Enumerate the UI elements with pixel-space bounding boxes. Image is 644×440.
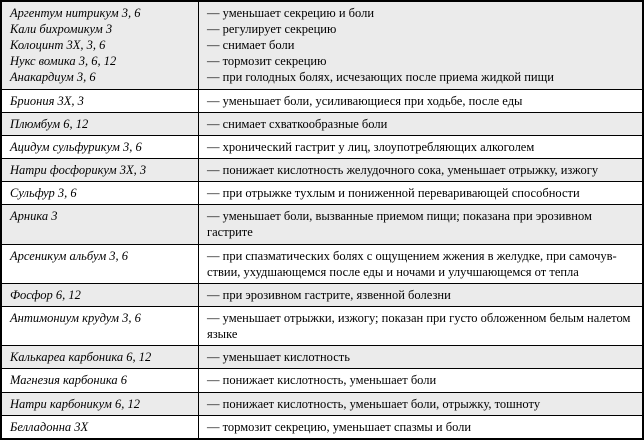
- effect-text: — снимает схваткообразные боли: [207, 116, 388, 131]
- effect-cell: [199, 415, 644, 439]
- table-row: [1, 307, 643, 346]
- remedy-cell: [1, 346, 199, 369]
- remedy-name: Натри карбоникум 6, 12: [10, 396, 140, 411]
- remedy-name: Арника 3: [10, 209, 58, 224]
- table-row: [1, 392, 643, 415]
- remedy-name: Сульфур 3, 6: [10, 186, 77, 201]
- effect-text: — уменьшает отрыжки, изжогу; показан при густо обложенном белым налетом: [207, 311, 631, 326]
- effect-text: — при спазматических болях с ощущением жжения в желудке, при самочув-: [207, 248, 617, 263]
- effect-text: — понижает кислотность, уменьшает боли, отрыжку, тошноту: [207, 396, 541, 411]
- effect-text: — понижает кислотность, уменьшает боли: [207, 373, 437, 388]
- table-row: [1, 89, 643, 112]
- effect-cell: [199, 346, 644, 369]
- effect-text: — снимает боли: [207, 38, 295, 52]
- effect-cell: [199, 205, 644, 244]
- effect-text: — уменьшает боли, вызванные приемом пищи; показана при эрозивном гастрите: [207, 209, 592, 240]
- remedy-cell: [1, 182, 199, 205]
- remedy-cell: [1, 159, 199, 182]
- remedy-cell: [1, 112, 199, 135]
- effect-text: — хронический гастрит у лиц, злоупотребляющих алкоголем: [207, 139, 535, 154]
- remedy-cell: [1, 415, 199, 439]
- remedy-cell: [1, 369, 199, 392]
- effect-cell: [199, 283, 644, 306]
- effect-cell: [199, 112, 644, 135]
- effect-text: — тормозит секрецию, уменьшает спазмы и боли: [207, 419, 472, 434]
- table-row: [1, 283, 643, 306]
- effect-text: — при голодных болях, исчезающих после приема жидкой пищи: [207, 70, 554, 84]
- remedy-name: Аргентум нитрикум 3, 6: [10, 6, 141, 20]
- remedy-name: Нукс вомика 3, 6, 12: [10, 54, 117, 68]
- remedy-name: Магнезия карбоника 6: [10, 373, 128, 388]
- remedy-name: Белладонна 3Х: [10, 419, 89, 434]
- table-row: [1, 182, 643, 205]
- effect-text: — тормозит секрецию: [207, 54, 327, 68]
- effect-cell: [199, 244, 644, 283]
- effect-cell: [199, 307, 644, 346]
- effect-cell: [199, 89, 644, 112]
- remedies-table-body: [1, 1, 643, 439]
- table-row: [1, 205, 643, 244]
- effect-text: — понижает кислотность желудочного сока, уменьшает отрыжку, изжогу: [207, 163, 599, 178]
- table-row: [1, 135, 643, 158]
- remedy-name: Кали бихромикум 3: [10, 22, 113, 36]
- remedy-cell: [1, 244, 199, 283]
- remedy-name: Бриония 3Х, 3: [10, 93, 84, 108]
- remedy-name: Калькареа карбоника 6, 12: [10, 350, 152, 365]
- remedy-name: Анакардиум 3, 6: [10, 70, 96, 84]
- effect-cell: [199, 159, 644, 182]
- table-row: [1, 159, 643, 182]
- table-row: [1, 369, 643, 392]
- table-row: [1, 112, 643, 135]
- effect-cell: [199, 392, 644, 415]
- effect-cell: [199, 1, 644, 89]
- effect-text: — уменьшает секрецию и боли: [207, 6, 375, 20]
- effect-text: — при эрозивном гастрите, язвенной болезни: [207, 287, 451, 302]
- remedy-name: Колоцинт 3Х, 3, 6: [10, 38, 106, 52]
- remedy-name: Ацидум сульфурикум 3, 6: [10, 139, 142, 154]
- remedy-name: Антимониум крудум 3, 6: [10, 311, 141, 326]
- effect-text: ствии, ухудшающемся после еды и ночами и улучшающемся от тепла: [207, 264, 579, 279]
- effect-text: языке: [207, 327, 238, 342]
- table-row: [1, 1, 643, 89]
- effect-cell: [199, 369, 644, 392]
- table-row: [1, 346, 643, 369]
- effect-text: — регулирует секрецию: [207, 22, 337, 36]
- effect-text: — при отрыжке тухлым и пониженной переваривающей способности: [207, 186, 580, 201]
- effect-text: — уменьшает боли, усиливающиеся при ходьбе, после еды: [207, 93, 523, 108]
- remedy-name: Фосфор 6, 12: [10, 287, 81, 302]
- remedy-cell: [1, 89, 199, 112]
- remedy-cell: [1, 283, 199, 306]
- remedy-cell: [1, 135, 199, 158]
- effect-cell: [199, 135, 644, 158]
- remedy-name: Арсеникум альбум 3, 6: [10, 248, 129, 263]
- table-row: [1, 415, 643, 439]
- effect-cell: [199, 182, 644, 205]
- remedy-cell: [1, 392, 199, 415]
- remedy-cell: [1, 1, 199, 89]
- remedy-name: Плюмбум 6, 12: [10, 116, 89, 131]
- effect-text: — уменьшает кислотность: [207, 350, 350, 365]
- remedy-cell: [1, 307, 199, 346]
- remedy-cell: [1, 205, 199, 244]
- table-row: [1, 244, 643, 283]
- remedy-name: Натри фосфорикум 3Х, 3: [10, 163, 147, 178]
